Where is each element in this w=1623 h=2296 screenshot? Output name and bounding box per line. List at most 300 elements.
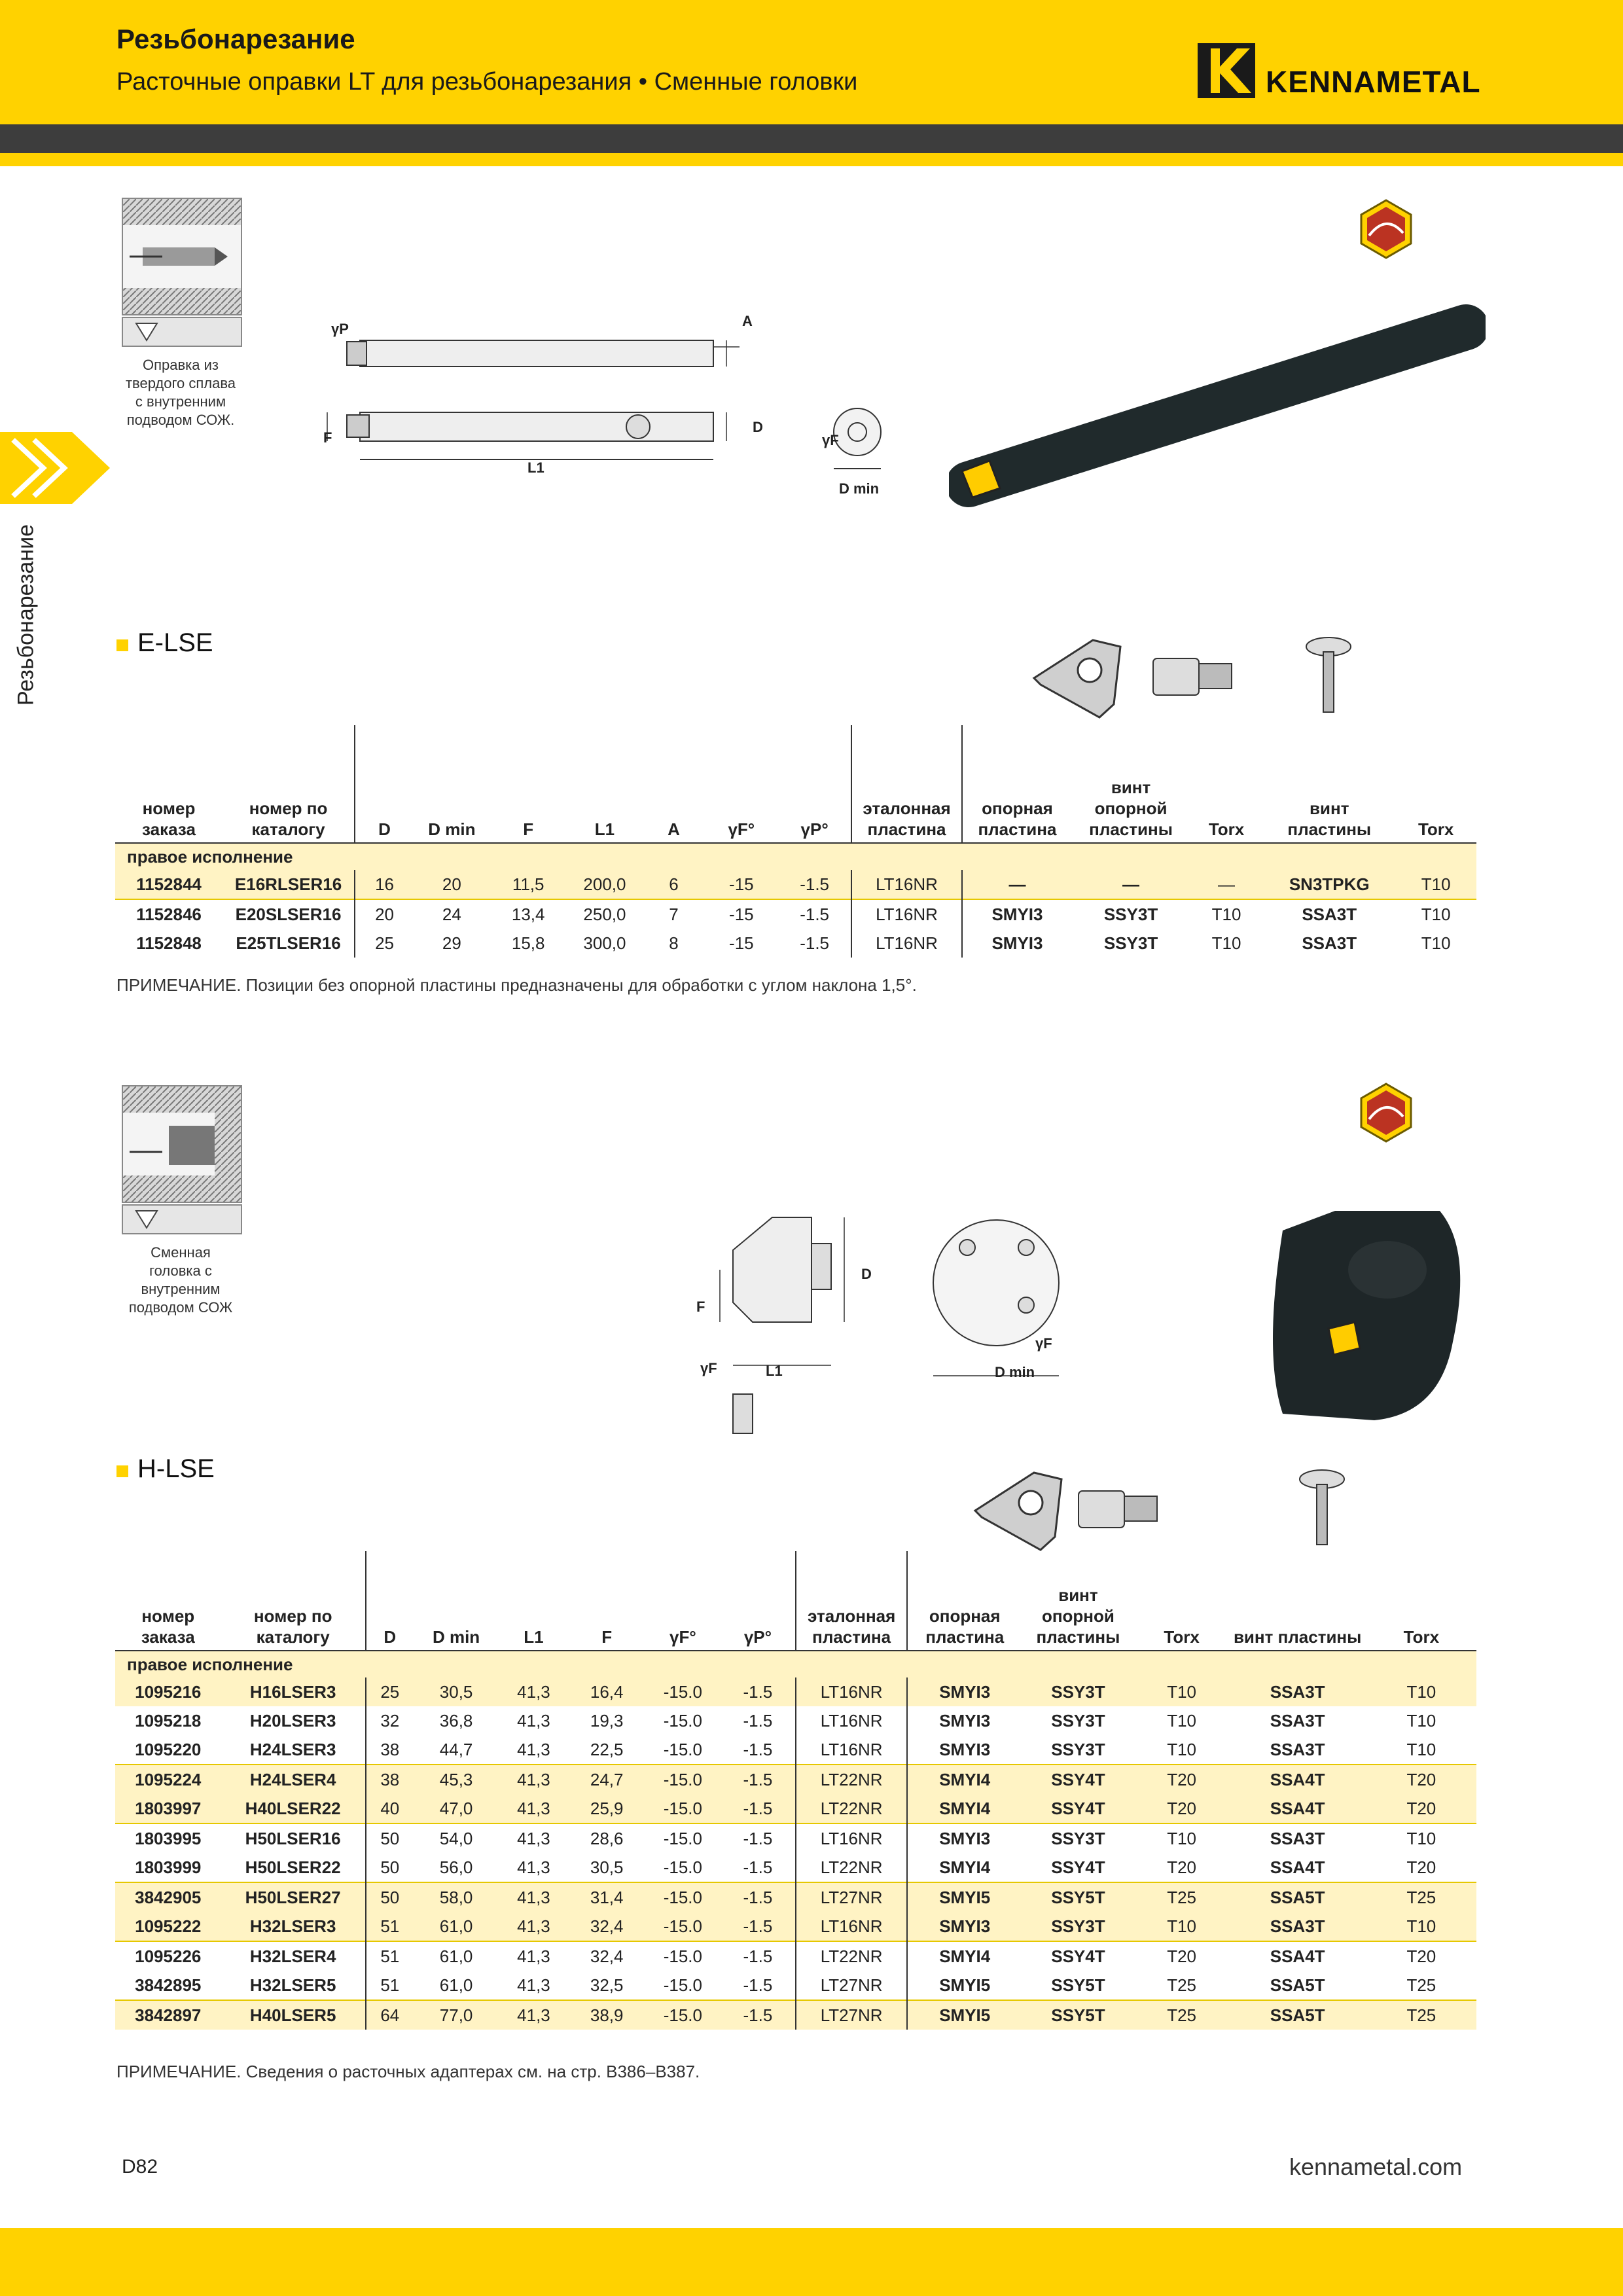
table-cell: 61,0 (414, 1912, 499, 1941)
header-dark-stripe (0, 124, 1623, 153)
table-cell: SSY3T (1103, 933, 1158, 953)
dim-label-gamma-f: γF (822, 432, 839, 448)
table-cell: 50 (366, 1823, 414, 1853)
table-cell: SN3TPKG (1263, 870, 1395, 899)
table-cell: LT16NR (851, 899, 961, 929)
table-cell: 1803999 (135, 1857, 202, 1877)
table-cell: 41,3 (517, 1739, 550, 1759)
insert-type-icon (122, 317, 242, 347)
table-cell: SSA4T (1229, 1765, 1366, 1794)
table-cell: -15.0 (645, 1794, 721, 1823)
table-cell: 51 (366, 1971, 414, 2000)
table-cell: 41,3 (499, 1794, 568, 1823)
table-cell: SMYI3 (907, 1706, 1022, 1735)
table-cell: SMYI4 (907, 1794, 1022, 1823)
table-cell: H50LSER27 (221, 1882, 366, 1912)
section-title-e-lse: E-LSE (116, 628, 213, 658)
table-cell: 8 (669, 933, 679, 953)
table-cell: SMYI4 (907, 1941, 1022, 1971)
table-cell: 51 (366, 1941, 414, 1971)
table-cell: 47,0 (414, 1794, 499, 1823)
table-cell: 1803995 (115, 1823, 221, 1853)
table-cell: -1.5 (721, 1765, 796, 1794)
table-cell: SSY5T (1022, 1882, 1135, 1912)
table-cell: SMYI3 (907, 1823, 1022, 1853)
table-cell: LT16NR (851, 870, 961, 899)
table-row (115, 1706, 1476, 1735)
col-shim: опорная пластина (962, 725, 1072, 843)
section-title-h-lse: H-LSE (116, 1454, 215, 1484)
col-d: D (355, 725, 414, 843)
col-catalog-no: номер по каталогу (223, 725, 355, 843)
table-cell: SMYI5 (907, 1882, 1022, 1912)
table-cell: 3842905 (115, 1882, 221, 1912)
col-gamma-p-2: γP° (721, 1551, 796, 1651)
table-cell: T10 (1135, 1677, 1229, 1706)
table-cell: SSA3T (1270, 1710, 1325, 1731)
table-cell: SSY3T (1051, 1739, 1105, 1759)
table-cell: SSA3T (1229, 1677, 1366, 1706)
table-cell: 41,3 (517, 1857, 550, 1877)
table-cell: E20SLSER16 (223, 899, 355, 929)
table-cell: H50LSER22 (245, 1857, 341, 1877)
table-cell: -1.5 (721, 1941, 796, 1971)
table-cell: SSY3T (1022, 1912, 1135, 1941)
table-cell: 13,4 (490, 899, 567, 929)
table-cell: 1095224 (115, 1765, 221, 1794)
dim-label-d-2: D (861, 1266, 872, 1282)
table-cell: -15.0 (645, 2000, 721, 2030)
table-row (115, 899, 1476, 929)
table-cell: H50LSER16 (221, 1823, 366, 1853)
website-link[interactable]: kennametal.com (1289, 2153, 1463, 2180)
table-cell: T10 (1167, 1710, 1197, 1731)
table-cell: 41,3 (499, 1765, 568, 1794)
table-cell: -1.5 (743, 1857, 773, 1877)
table-cell: 30,5 (590, 1857, 624, 1877)
col-dmin: D min (414, 725, 490, 843)
table-cell: H20LSER3 (249, 1710, 336, 1731)
table-cell: T20 (1406, 1857, 1436, 1877)
brand-wordmark: KENNAMETAL (1266, 65, 1481, 99)
table-cell: 1152846 (115, 899, 223, 929)
col-gamma-f-2: γF° (645, 1551, 721, 1651)
shim-screw-components-image (1027, 632, 1420, 724)
col-gamma-f: γF° (705, 725, 778, 843)
table-cell: SSA3T (1302, 933, 1357, 953)
table-cell: LT16NR (796, 1823, 907, 1853)
table-cell: -1.5 (743, 1710, 773, 1731)
table-cell: T20 (1135, 1765, 1229, 1794)
table-cell: SSY5T (1051, 1975, 1105, 1995)
table-cell: 250,0 (567, 899, 643, 929)
table-cell: 20 (414, 870, 490, 899)
table-cell: T20 (1366, 1765, 1476, 1794)
table-cell: T25 (1135, 2000, 1229, 2030)
table-cell: 30,5 (414, 1677, 499, 1706)
table-cell: 3842895 (135, 1975, 202, 1995)
table-cell: 44,7 (439, 1739, 473, 1759)
table-cell: T10 (1211, 933, 1241, 953)
dim-label-dmin-2: D min (995, 1364, 1035, 1380)
table-cell: 25,9 (569, 1794, 645, 1823)
insert-type-icon-2 (122, 1204, 242, 1234)
group-label: правое исполнение (115, 843, 1476, 870)
table-cell: T20 (1366, 1941, 1476, 1971)
table-cell: SSA5T (1270, 1975, 1325, 1995)
boring-bar-application-icon (122, 198, 242, 315)
table-cell: H32LSER5 (249, 1975, 336, 1995)
table-cell: 1095220 (135, 1739, 202, 1759)
table-cell: 29 (442, 933, 461, 953)
table-cell: T10 (1406, 1739, 1436, 1759)
table-cell: 24 (414, 899, 490, 929)
table-cell: SSY4T (1022, 1941, 1135, 1971)
table-cell: SSY3T (1072, 899, 1190, 929)
table-cell: 58,0 (414, 1882, 499, 1912)
table-cell: H32LSER4 (221, 1941, 366, 1971)
table-cell: 32,4 (569, 1912, 645, 1941)
table-cell: 1152844 (115, 870, 223, 899)
table-cell: T10 (1406, 1710, 1436, 1731)
table-cell: -15 (705, 870, 778, 899)
table-cell: -15.0 (663, 1857, 702, 1877)
col-shim-screw-2: винт опорной пластины (1022, 1551, 1135, 1651)
table-cell: SSY5T (1022, 2000, 1135, 2030)
note-h-lse: ПРИМЕЧАНИЕ. Сведения о расточных адаптерах см. на стр. B386–B387. (116, 2062, 700, 2081)
col-f: F (490, 725, 567, 843)
table-cell: 64 (366, 2000, 414, 2030)
col-gamma-p: γP° (778, 725, 851, 843)
col-dmin-2: D min (414, 1551, 499, 1651)
dim-label-f-2: F (696, 1299, 705, 1315)
page-subtitle: Расточные оправки LT для резьбонарезания • Сменные головки (116, 68, 858, 96)
table-cell: 200,0 (567, 870, 643, 899)
col-d-2: D (366, 1551, 414, 1651)
table-cell: T25 (1406, 1975, 1436, 1995)
table-row (115, 1765, 1476, 1794)
dim-label-f: F (323, 429, 332, 446)
table-cell: LT27NR (796, 1882, 907, 1912)
table-cell: SSA4T (1270, 1857, 1325, 1877)
table-cell: 50 (366, 1853, 414, 1882)
table-cell: 38,9 (569, 2000, 645, 2030)
table-cell: 16 (355, 870, 414, 899)
table-cell: 1095226 (115, 1941, 221, 1971)
table-cell: T10 (1395, 899, 1476, 929)
icon-caption-2: Сменная головка с внутренним подводом СОЖ (128, 1244, 233, 1316)
table-cell: -1.5 (721, 1882, 796, 1912)
table-row (115, 2000, 1476, 2030)
table-cell: 300,0 (583, 933, 626, 953)
table-row (115, 1941, 1476, 1971)
col-torx-2: Torx (1395, 725, 1476, 843)
table-cell: 41,3 (499, 2000, 568, 2030)
col-l1: L1 (567, 725, 643, 843)
table-cell: SSA3T (1263, 899, 1395, 929)
table-cell: 1095218 (135, 1710, 202, 1731)
head-technical-drawing (681, 1204, 1099, 1446)
table-cell: LT16NR (796, 1912, 907, 1941)
table-cell: 28,6 (569, 1823, 645, 1853)
table-cell: 16,4 (569, 1677, 645, 1706)
table-cell: -15.0 (645, 1941, 721, 1971)
col-torx-1: Torx (1190, 725, 1263, 843)
table-cell: SSA5T (1229, 2000, 1366, 2030)
table-cell: T10 (1366, 1823, 1476, 1853)
table-cell: -1.5 (721, 1823, 796, 1853)
table-cell: SSA4T (1229, 1941, 1366, 1971)
col-ref-insert: эталонная пластина (851, 725, 961, 843)
table-cell: 36,8 (439, 1710, 473, 1731)
table-cell: 41,3 (499, 1677, 568, 1706)
table-row (115, 1882, 1476, 1912)
table-row (115, 1912, 1476, 1941)
dim-label-a: A (742, 313, 753, 329)
e-lse-spec-table (115, 725, 1476, 958)
table-cell: 15,8 (511, 933, 545, 953)
table-cell: 19,3 (590, 1710, 624, 1731)
dim-label-l1: L1 (527, 459, 544, 476)
table-cell: -15.0 (663, 1975, 702, 1995)
table-cell: SMYI3 (907, 1912, 1022, 1941)
col-a: A (643, 725, 704, 843)
table-cell: -1.5 (721, 1912, 796, 1941)
table-cell: 25 (366, 1677, 414, 1706)
table-cell: 1095222 (115, 1912, 221, 1941)
table-cell: 41,3 (499, 1912, 568, 1941)
table-cell: LT22NR (796, 1853, 907, 1882)
table-cell: 41,3 (517, 1710, 550, 1731)
table-row (115, 929, 1476, 958)
table-cell: T10 (1366, 1912, 1476, 1941)
table-cell: 41,3 (517, 1975, 550, 1995)
table-cell: H24LSER3 (249, 1739, 336, 1759)
table-cell: LT22NR (796, 1765, 907, 1794)
dim-label-l1-2: L1 (766, 1363, 783, 1379)
col-f-2: F (569, 1551, 645, 1651)
table-cell: -1.5 (778, 899, 851, 929)
table-cell: 7 (643, 899, 704, 929)
table-cell: T25 (1366, 1882, 1476, 1912)
kennametal-k-icon (1198, 43, 1255, 98)
dim-label-gamma-p: γP (331, 321, 349, 337)
table-cell: SSY4T (1051, 1857, 1105, 1877)
yellow-square-icon-2 (116, 1465, 128, 1477)
yellow-square-icon (116, 639, 128, 651)
table-cell: 54,0 (414, 1823, 499, 1853)
col-ref-insert-2: эталонная пластина (796, 1551, 907, 1651)
table-cell: -1.5 (743, 1739, 773, 1759)
table-cell: T10 (1421, 933, 1451, 953)
table-cell: T20 (1167, 1857, 1197, 1877)
dim-label-dmin: D min (839, 480, 880, 497)
table-cell: SMYI5 (907, 1971, 1022, 2000)
table-cell: 61,0 (439, 1975, 473, 1995)
table-cell: LT27NR (796, 1971, 907, 2000)
col-shim-screw: винт опорной пластины (1072, 725, 1190, 843)
table-row (115, 1971, 1476, 2000)
table-cell: 56,0 (439, 1857, 473, 1877)
table-cell: 45,3 (414, 1765, 499, 1794)
icon-caption: Оправка из твердого сплава с внутренним подводом СОЖ. (125, 357, 236, 428)
table-cell: 32,4 (569, 1941, 645, 1971)
table-cell: H16LSER3 (221, 1677, 366, 1706)
page-number: D82 (122, 2156, 158, 2178)
dim-label-gamma-f-2: γF (700, 1360, 717, 1376)
table-cell: SMYI3 (907, 1677, 1022, 1706)
table-cell: -15.0 (645, 1677, 721, 1706)
table-cell: SSA5T (1229, 1882, 1366, 1912)
table-cell: LT16NR (796, 1706, 907, 1735)
table-cell: SSY3T (1022, 1677, 1135, 1706)
footer-band (0, 2228, 1623, 2296)
table-cell: -1.5 (721, 1794, 796, 1823)
col-order-no-2: номер заказа (115, 1551, 221, 1651)
table-cell: H40LSER22 (221, 1794, 366, 1823)
table-row (115, 1823, 1476, 1853)
table-cell: LT16NR (796, 1677, 907, 1706)
table-cell: -1.5 (721, 1677, 796, 1706)
table-row (115, 1735, 1476, 1765)
table-cell: 3842897 (115, 2000, 221, 2030)
table-row (115, 1677, 1476, 1706)
table-cell: 32 (366, 1706, 414, 1735)
table-cell: 31,4 (569, 1882, 645, 1912)
table-cell: 20 (355, 899, 414, 929)
table-cell: 40 (366, 1794, 414, 1823)
table-cell: -15.0 (645, 1882, 721, 1912)
table-cell: T10 (1395, 870, 1476, 899)
table-cell: SSY3T (1051, 1710, 1105, 1731)
table-cell: LT22NR (796, 1941, 907, 1971)
table-cell: 6 (643, 870, 704, 899)
table-cell: 25 (355, 929, 414, 958)
table-cell: 41,3 (499, 1823, 568, 1853)
table-cell: 1803997 (115, 1794, 221, 1823)
table-cell: — (1072, 870, 1190, 899)
table-cell: SSY4T (1022, 1765, 1135, 1794)
table-cell: H32LSER3 (221, 1912, 366, 1941)
table-cell: -15 (729, 933, 754, 953)
table-row (115, 1853, 1476, 1882)
table-cell: T25 (1366, 2000, 1476, 2030)
table-cell: 61,0 (414, 1941, 499, 1971)
table-cell: SMYI5 (907, 2000, 1022, 2030)
page-title: Резьбонарезание (116, 24, 355, 54)
col-catalog-no-2: номер по каталогу (221, 1551, 366, 1651)
dim-label-d: D (753, 419, 763, 435)
table-cell: SMYI3 (907, 1735, 1022, 1765)
table-cell: H40LSER5 (221, 2000, 366, 2030)
table-cell: -15.0 (645, 1823, 721, 1853)
table-cell: 77,0 (414, 2000, 499, 2030)
table-cell: T25 (1135, 1882, 1229, 1912)
table-cell: LT16NR (851, 929, 961, 958)
shim-screw-components-image-2 (969, 1465, 1348, 1556)
table-cell: -15.0 (663, 1710, 702, 1731)
table-cell: H24LSER4 (221, 1765, 366, 1794)
col-torx-3: Torx (1135, 1551, 1229, 1651)
table-cell: T10 (1366, 1677, 1476, 1706)
table-cell: 41,3 (499, 1941, 568, 1971)
table-cell: SMYI4 (907, 1765, 1022, 1794)
table-cell: T20 (1135, 1941, 1229, 1971)
brand-logo[interactable] (1198, 43, 1481, 101)
table-cell: — (962, 870, 1072, 899)
table-cell: LT27NR (796, 2000, 907, 2030)
table-cell: SMYI3 (962, 899, 1072, 929)
col-shim-2: опорная пластина (907, 1551, 1022, 1651)
table-cell: T10 (1167, 1739, 1197, 1759)
table-cell: SSA4T (1229, 1794, 1366, 1823)
table-cell: -15.0 (645, 1765, 721, 1794)
table-cell: -15 (705, 899, 778, 929)
table-cell: SSA3T (1270, 1739, 1325, 1759)
table-cell: -1.5 (800, 933, 830, 953)
table-cell: 38 (366, 1765, 414, 1794)
table-cell: -15.0 (663, 1739, 702, 1759)
table-cell: — (1190, 870, 1263, 899)
header-yellow-stripe (0, 153, 1623, 166)
table-cell: 51 (366, 1912, 414, 1941)
table-row (115, 1794, 1476, 1823)
boring-bar-product-image (949, 196, 1486, 517)
table-cell: SSY4T (1022, 1794, 1135, 1823)
col-insert-screw: винт пластины (1263, 725, 1395, 843)
col-order-no: номер заказа (115, 725, 223, 843)
group-label-2: правое исполнение (115, 1651, 1476, 1677)
table-cell: 24,7 (569, 1765, 645, 1794)
dim-label-gamma-f-3: γF (1035, 1335, 1052, 1352)
note-e-lse: ПРИМЕЧАНИЕ. Позиции без опорной пластины предназначены для обработки с углом наклона 1,5°. (116, 975, 917, 995)
table-cell: SMYI3 (962, 929, 1072, 958)
table-cell: T25 (1167, 1975, 1197, 1995)
table-cell: 50 (366, 1882, 414, 1912)
table-cell: -1.5 (721, 2000, 796, 2030)
table-cell: 1095216 (115, 1677, 221, 1706)
table-cell: E25TLSER16 (236, 933, 341, 953)
table-cell: 11,5 (490, 870, 567, 899)
head-application-icon (122, 1085, 242, 1203)
table-cell: LT22NR (796, 1794, 907, 1823)
table-cell: E16RLSER16 (223, 870, 355, 899)
col-l1-2: L1 (499, 1551, 568, 1651)
col-torx-4: Torx (1366, 1551, 1476, 1651)
table-cell: SMYI4 (907, 1853, 1022, 1882)
table-cell: -1.5 (743, 1975, 773, 1995)
head-product-image (1243, 1080, 1486, 1433)
table-cell: SSY3T (1022, 1823, 1135, 1853)
table-cell: LT16NR (796, 1735, 907, 1765)
table-cell: T10 (1135, 1912, 1229, 1941)
table-cell: 32,5 (590, 1975, 624, 1995)
table-cell: SSA3T (1229, 1912, 1366, 1941)
col-insert-screw-2: винт пластины (1229, 1551, 1366, 1651)
table-cell: T10 (1135, 1823, 1229, 1853)
table-cell: 22,5 (590, 1739, 624, 1759)
table-cell: 41,3 (499, 1882, 568, 1912)
table-cell: T10 (1190, 899, 1263, 929)
table-row (115, 870, 1476, 899)
table-cell: -15.0 (645, 1912, 721, 1941)
table-cell: -1.5 (778, 870, 851, 899)
h-lse-spec-table (115, 1551, 1476, 2030)
side-tab-label: Резьбонарезание (13, 524, 39, 706)
table-cell: 1152848 (136, 933, 202, 953)
table-cell: T20 (1135, 1794, 1229, 1823)
table-cell: 38 (366, 1735, 414, 1765)
